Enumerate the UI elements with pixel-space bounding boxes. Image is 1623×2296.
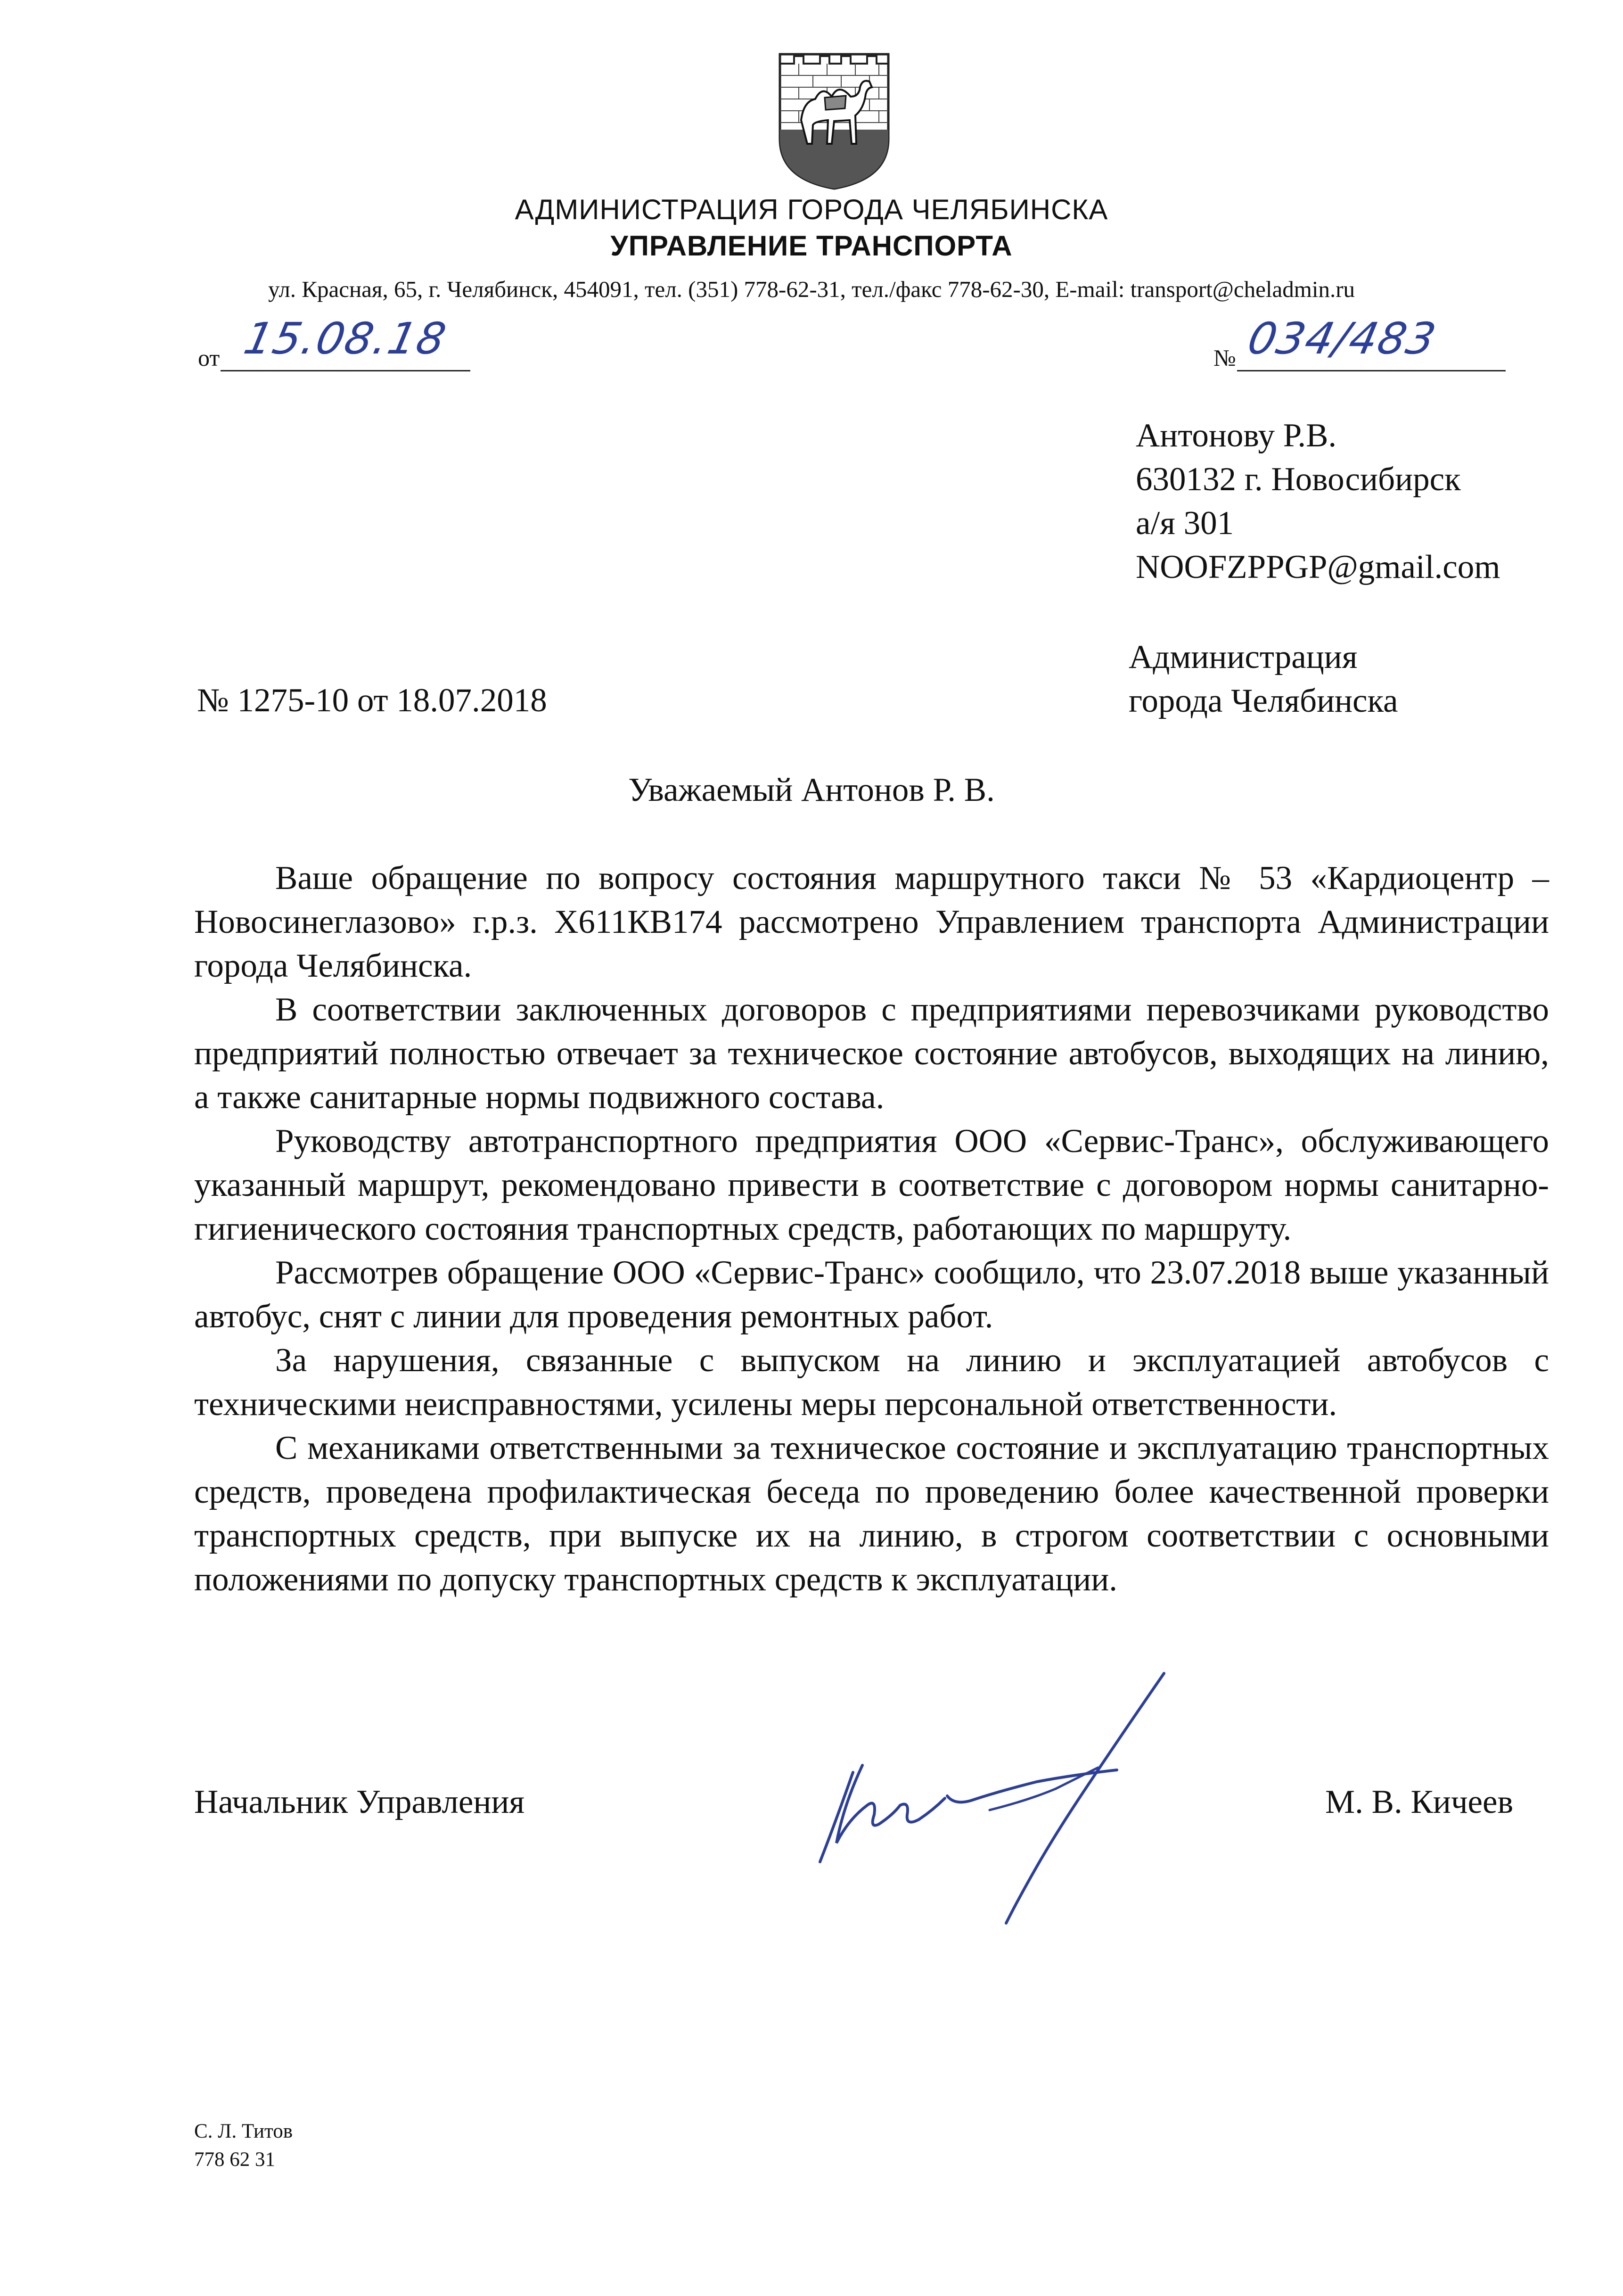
body-paragraph: За нарушения, связанные с выпуском на линию и эксплуатацией автобусов с техническими неисправностями, усилены меры персональной ответственности. [194, 1342, 1549, 1423]
recipient-email: NOOFZPPGP@gmail.com [1136, 549, 1500, 585]
date-underline [221, 370, 470, 371]
date-label: от [198, 345, 220, 371]
greeting: Уважаемый Антонов Р. В. [628, 772, 995, 808]
organization-name: АДМИНИСТРАЦИЯ ГОРОДА ЧЕЛЯБИНСКА [515, 194, 1108, 225]
recipient-city: 630132 г. Новосибирск [1136, 461, 1461, 498]
executor-phone: 778 62 31 [194, 2148, 275, 2171]
body-paragraph: В соответствии заключенных договоров с предприятиями перевозчиками руководство предприятий полностью отвечает за техническое состояние автобусов, выходящих на линию, а также санитарные нормы подвижного состава. [194, 991, 1549, 1116]
number-underline [1237, 370, 1506, 371]
registration-date: 15.08.18 [239, 313, 451, 364]
address-line: ул. Красная, 65, г. Челябинск, 454091, тел. (351) 778-62-31, тел./факс 778-62-30, E-mail: transport@cheladmin.ru [268, 276, 1355, 302]
sender-line: города Челябинска [1129, 683, 1398, 719]
number-label: № [1213, 345, 1236, 371]
body-paragraph: С механиками ответственными за техническое состояние и эксплуатацию транспортных средств, проведена профилактическая беседа по проведению более качественной проверки транспортных средств, при выпуске их на линию, в строгом соответствии с основными положениями по допуску транспортных средств к эксплуатации. [194, 1430, 1549, 1598]
coat-of-arms-icon [775, 49, 893, 191]
department-name: УПРАВЛЕНИЕ ТРАНСПОРТА [610, 230, 1013, 262]
body-paragraph: Рассмотрев обращение ООО «Сервис-Транс» сообщило, что 23.07.2018 выше указанный автобус, снят с линии для проведения ремонтных работ. [194, 1254, 1549, 1335]
reference-number: № 1275-10 от 18.07.2018 [197, 682, 547, 719]
signer-title: Начальник Управления [194, 1784, 525, 1820]
sender-line: Администрация [1129, 639, 1358, 675]
signature-icon [792, 1664, 1183, 1928]
recipient-po-box: а/я 301 [1136, 505, 1234, 542]
body-paragraph: Ваше обращение по вопросу состояния маршрутного такси № 53 «Кардиоцентр – Новосинеглазово» г.р.з. Х611КВ174 рассмотрено Управлением транспорта Администрации города Челябинска. [194, 860, 1549, 984]
recipient-name: Антонову Р.В. [1136, 417, 1337, 454]
signer-name: М. В. Кичеев [1325, 1784, 1514, 1820]
letter-body [194, 856, 1549, 1602]
registration-number: 034/483 [1243, 313, 1441, 364]
executor-name: С. Л. Титов [194, 2120, 293, 2142]
recipient-block [1136, 414, 1500, 589]
sender-block [1129, 635, 1398, 723]
body-paragraph: Руководству автотранспортного предприятия ООО «Сервис-Транс», обслуживающего указанный маршрут, рекомендовано привести в соответствие с договором нормы санитарно-гигиенического состояния транспортных средств, работающих по маршруту. [194, 1123, 1549, 1247]
